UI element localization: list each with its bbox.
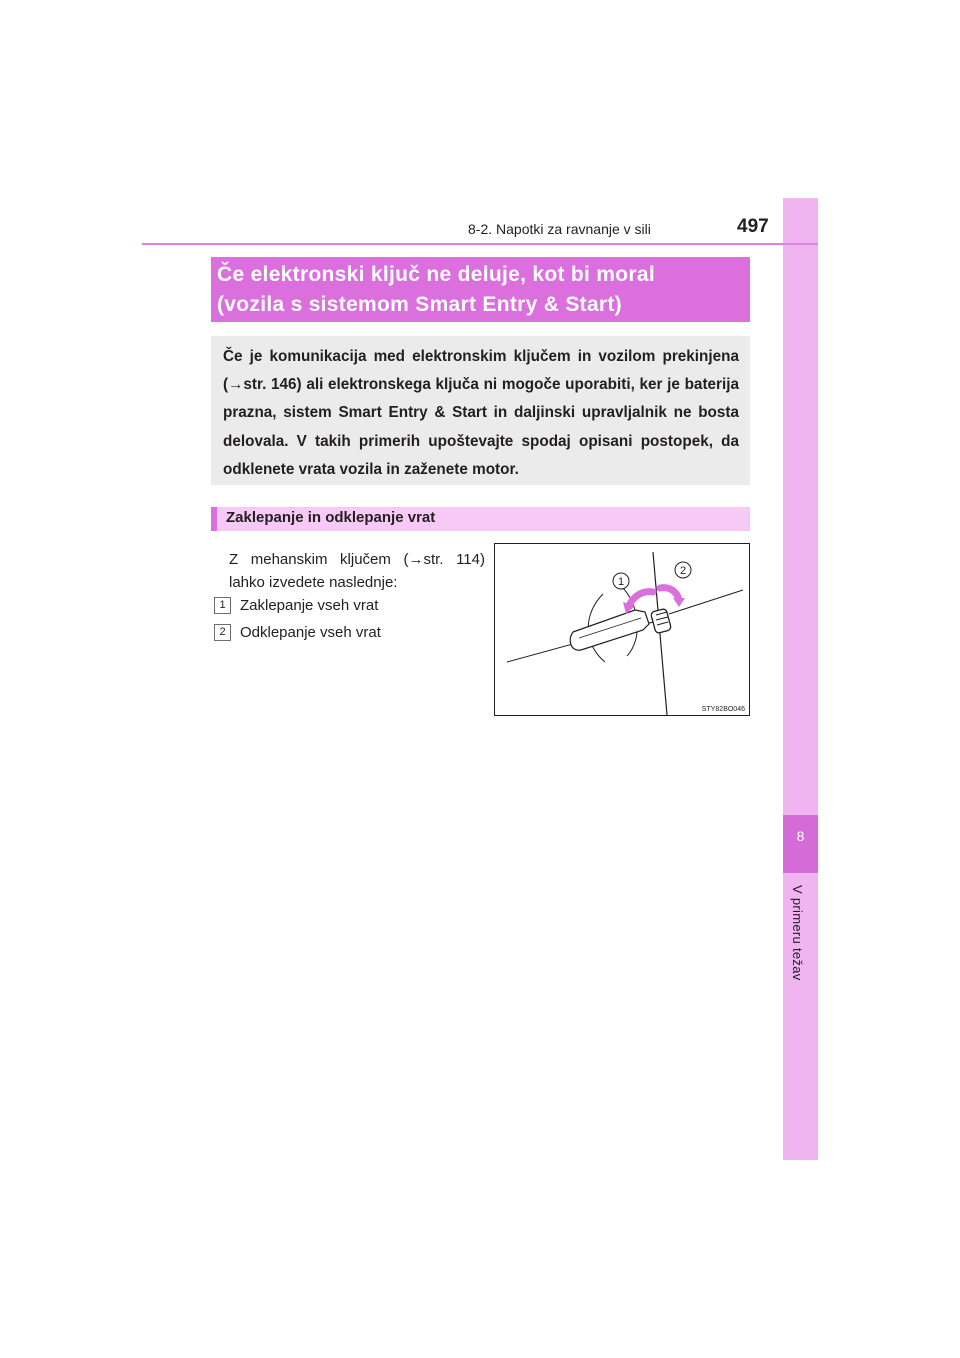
number-badge-2: 2	[214, 624, 231, 641]
side-tab	[783, 198, 818, 1160]
main-heading-line-2: (vozila s sistemom Smart Entry & Start)	[217, 293, 622, 316]
body-lead-part-1: Z mehanskim ključem (	[229, 551, 409, 568]
intro-box	[211, 336, 750, 485]
list-item	[214, 624, 381, 641]
arrow-icon: →	[408, 551, 424, 568]
section-label: 8-2. Napotki za ravnanje v sili	[468, 221, 651, 237]
figure-code: STY82BO046	[701, 706, 745, 713]
header-rule	[142, 243, 818, 245]
intro-text	[223, 343, 739, 484]
door-handle-drawing	[495, 544, 749, 715]
number-badge-1: 1	[214, 597, 231, 614]
callout-2: 2	[679, 565, 687, 577]
intro-text-part-1: Če je komunikacija med elektronskim ključem in vozilom prekinjena (	[223, 348, 739, 394]
body-lead-part-2: str. 114) lahko izvedete naslednje:	[229, 551, 485, 591]
body-lead-text	[229, 548, 485, 594]
main-heading	[211, 257, 750, 322]
list-item-label: Zaklepanje vseh vrat	[240, 597, 379, 614]
chapter-number: 8	[796, 828, 805, 844]
door-handle-illustration	[494, 543, 750, 716]
chapter-title: V primeru težav	[790, 885, 805, 981]
callout-1: 1	[617, 576, 625, 588]
subheading: Zaklepanje in odklepanje vrat	[211, 507, 750, 531]
chapter-tab	[783, 815, 818, 873]
list-item-label: Odklepanje vseh vrat	[240, 624, 381, 641]
intro-text-part-2: str. 146) ali elektronskega ključa ni mogoče uporabiti, ker je baterija prazna, sistem Smart Entry & Start in daljinski upravljalnik ne bosta delovala. V takih primerih upoštevajte spodaj opisani postopek, da odklenete vrata vozila in zaženete motor.	[223, 376, 739, 478]
arrow-icon: →	[228, 376, 244, 394]
main-heading-line-1: Če elektronski ključ ne deluje, kot bi moral	[217, 263, 655, 286]
page-number: 497	[737, 216, 769, 237]
list-item	[214, 597, 378, 614]
